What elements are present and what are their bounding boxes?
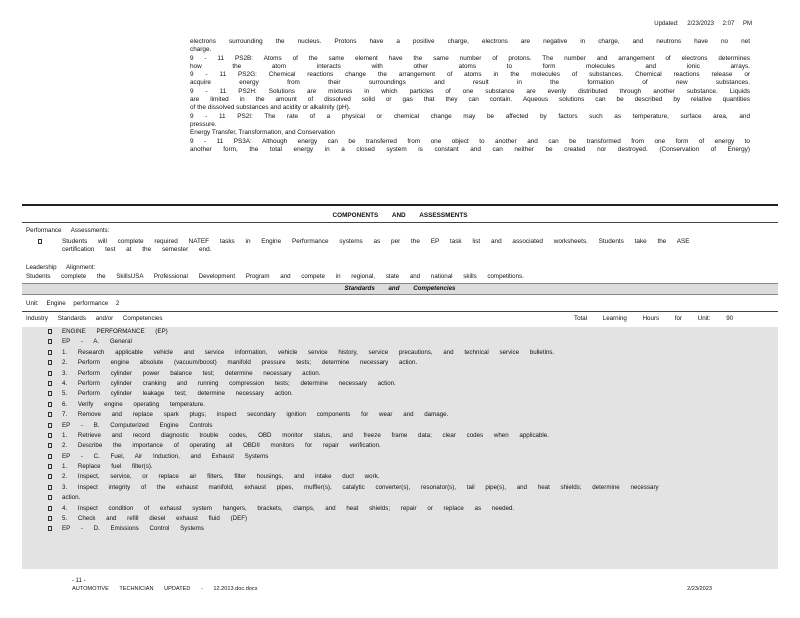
unit-label: Unit: Engine performance 2 [26,300,120,307]
list-item-text: 6. Verify engine operating temperature. [62,400,205,408]
list-item [22,348,778,358]
list-item [22,400,778,410]
performance-line-2: certification test at the semester end. [62,246,212,254]
checkbox-icon [48,526,52,531]
list-item [22,493,778,503]
checkbox-icon [48,433,52,438]
list-item [22,389,778,399]
list-item-text: 2. Perform engine absolute (vacuum/boost) manifold pressure tests; determine necessary action. [62,359,418,367]
performance-line-1: Students will complete required NATEF tasks in Engine Performance systems as per the EP task list and associated worksheets. Students take the ASE [62,238,690,245]
checkbox-icon [38,239,42,244]
footer-date: 2/23/2023 [687,586,712,592]
checkbox-icon [48,381,52,386]
list-item [22,441,778,451]
list-item-text: 2. Describe the importance of operating all OBDII monitors for repair verification. [62,442,381,450]
section-divider [22,204,778,206]
unit-divider [22,311,778,312]
list-item [22,452,778,462]
checkbox-icon [48,412,52,417]
standard-line: 9 - 11 PS2I: The rate of a physical or chemical change may be affected by factors such as temperature, surface area, and [190,112,750,120]
components-title: COMPONENTS AND ASSESSMENTS [332,212,468,219]
standard-line: 9 - 11 PS2H: Solutions are mixtures in which particles of one substance are evenly distributed through another substance. Liquids [190,87,750,95]
updated-timestamp: Updated: 2/23/2023 2:07 PM [654,21,752,27]
page-number: - 11 - [72,578,86,584]
table-header-right: Total Learning Hours for Unit: 90 [574,315,734,322]
list-item [22,358,778,368]
list-item [22,421,778,431]
performance-label: Performance Assessments: [26,227,110,234]
list-item-text: EP - B. Computerized Engine Controls [62,421,213,429]
list-item-text: 3. Perform cylinder power balance test; determine necessary action. [62,369,321,377]
standard-line: how the atom interacts with other atoms to form molecules and ionic arrays. [190,62,750,70]
list-item [22,379,778,389]
checkbox-icon [48,371,52,376]
list-item-text: 4. Inspect condition of exhaust system hangers, brackets, clamps, and heat shields; repair or replace as needed. [62,504,515,512]
list-item [22,504,778,514]
checkbox-icon [48,402,52,407]
list-item-text: EP - A. General [62,338,132,346]
components-divider [22,222,778,223]
list-item [22,327,778,337]
footer-filename: AUTOMOTIVE TECHNICIAN UPDATED - 12.2013.doc.docx [72,586,258,592]
list-item-text: 1. Replace fuel filter(s). [62,463,153,471]
checkbox-icon [48,339,52,344]
standard-line: 9 - 11 PS3A: Although energy can be transferred from one object to another and can be transformed from one form of energy to [190,137,750,145]
list-item [22,410,778,420]
checkbox-icon [48,516,52,521]
checkbox-icon [48,443,52,448]
list-item [22,369,778,379]
standards-title-bar: Standards and Competencies [22,283,778,295]
standard-line: charge. [190,46,212,54]
standard-line: Energy Transfer, Transformation, and Conservation [190,129,335,137]
table-header-left: Industry Standards and/or Competencies [26,315,163,322]
checkbox-icon [48,423,52,428]
checkbox-icon [48,495,52,500]
checkbox-icon [48,485,52,490]
list-item [22,483,778,493]
list-item [22,431,778,441]
checkbox-icon [48,391,52,396]
leadership-text: Students complete the SkillsUSA Professional Development Program and compete in regional, state and national skills competitions. [26,273,524,280]
list-item-text: EP - C. Fuel, Air Induction, and Exhaust Systems [62,452,269,460]
list-item-text: 5. Perform cylinder leakage test; determine necessary action. [62,390,293,398]
standard-line: 9 - 11 PS2G: Chemical reactions change the arrangement of atoms in the molecules of substances. Chemical reactions release or [190,71,750,79]
checkbox-icon [48,454,52,459]
list-item [22,472,778,482]
competency-list [22,327,778,569]
list-item-text: EP - D. Emissions Control Systems [62,525,204,533]
checkbox-icon [48,329,52,334]
list-item-text: 1. Research applicable vehicle and service information, vehicle service history, service precautions, and technical service bulletins. [62,348,555,356]
checkbox-icon [48,350,52,355]
leadership-label: Leadership Alignment: [26,264,96,271]
list-item-text: 2. Inspect, service, or replace air filters, filter housings, and intake duct work. [62,473,380,481]
list-item-text: 1. Retrieve and record diagnostic trouble codes, OBD monitor status, and freeze frame data; clear codes when applicable. [62,431,549,439]
list-item-text: 5. Check and refill diesel exhaust fluid (DEF) [62,515,248,523]
list-item [22,524,778,534]
list-item [22,337,778,347]
list-item-text: 7. Remove and replace spark plugs; inspect secondary ignition components for wear and damage. [62,411,449,419]
standard-line: are limited in the amount of dissolved solid or gas that they can contain. Aqueous solutions can be described by relative quantities [190,96,750,104]
standard-line: pressure. [190,120,217,128]
standard-line: electrons surrounding the nucleus. Protons have a positive charge, electrons are negative in charge, and neutrons have no net [190,38,750,45]
list-item-text: action. [62,494,81,502]
standard-line: 9 - 11 PS2B: Atoms of the same element have the same number of protons. The number and arrangement of electrons determines [190,54,750,62]
checkbox-icon [48,360,52,365]
checkbox-icon [48,464,52,469]
checkbox-icon [48,506,52,511]
list-item-text: 3. Inspect integrity of the exhaust manifold, exhaust pipes, muffler(s), catalytic converter(s), resonator(s), tail pipe(s), and heat shields; determine necessary [62,483,659,491]
list-item [22,462,778,472]
standard-line: another form, the total energy in a closed system is constant and can neither be created nor destroyed. (Conservation of Energy) [190,145,750,153]
standard-line: of the dissolved substances and acidity or alkalinity (pH). [190,104,351,112]
checkbox-icon [48,474,52,479]
list-item-text: 4. Perform cylinder cranking and running compression tests; determine necessary action. [62,379,396,387]
list-item-text: ENGINE PERFORMANCE (EP) [62,328,168,335]
list-item [22,514,778,524]
science-standards-text [190,38,750,154]
performance-text [38,238,748,255]
standard-line: acquire energy from their surroundings and result in the formation of new substances. [190,79,750,87]
